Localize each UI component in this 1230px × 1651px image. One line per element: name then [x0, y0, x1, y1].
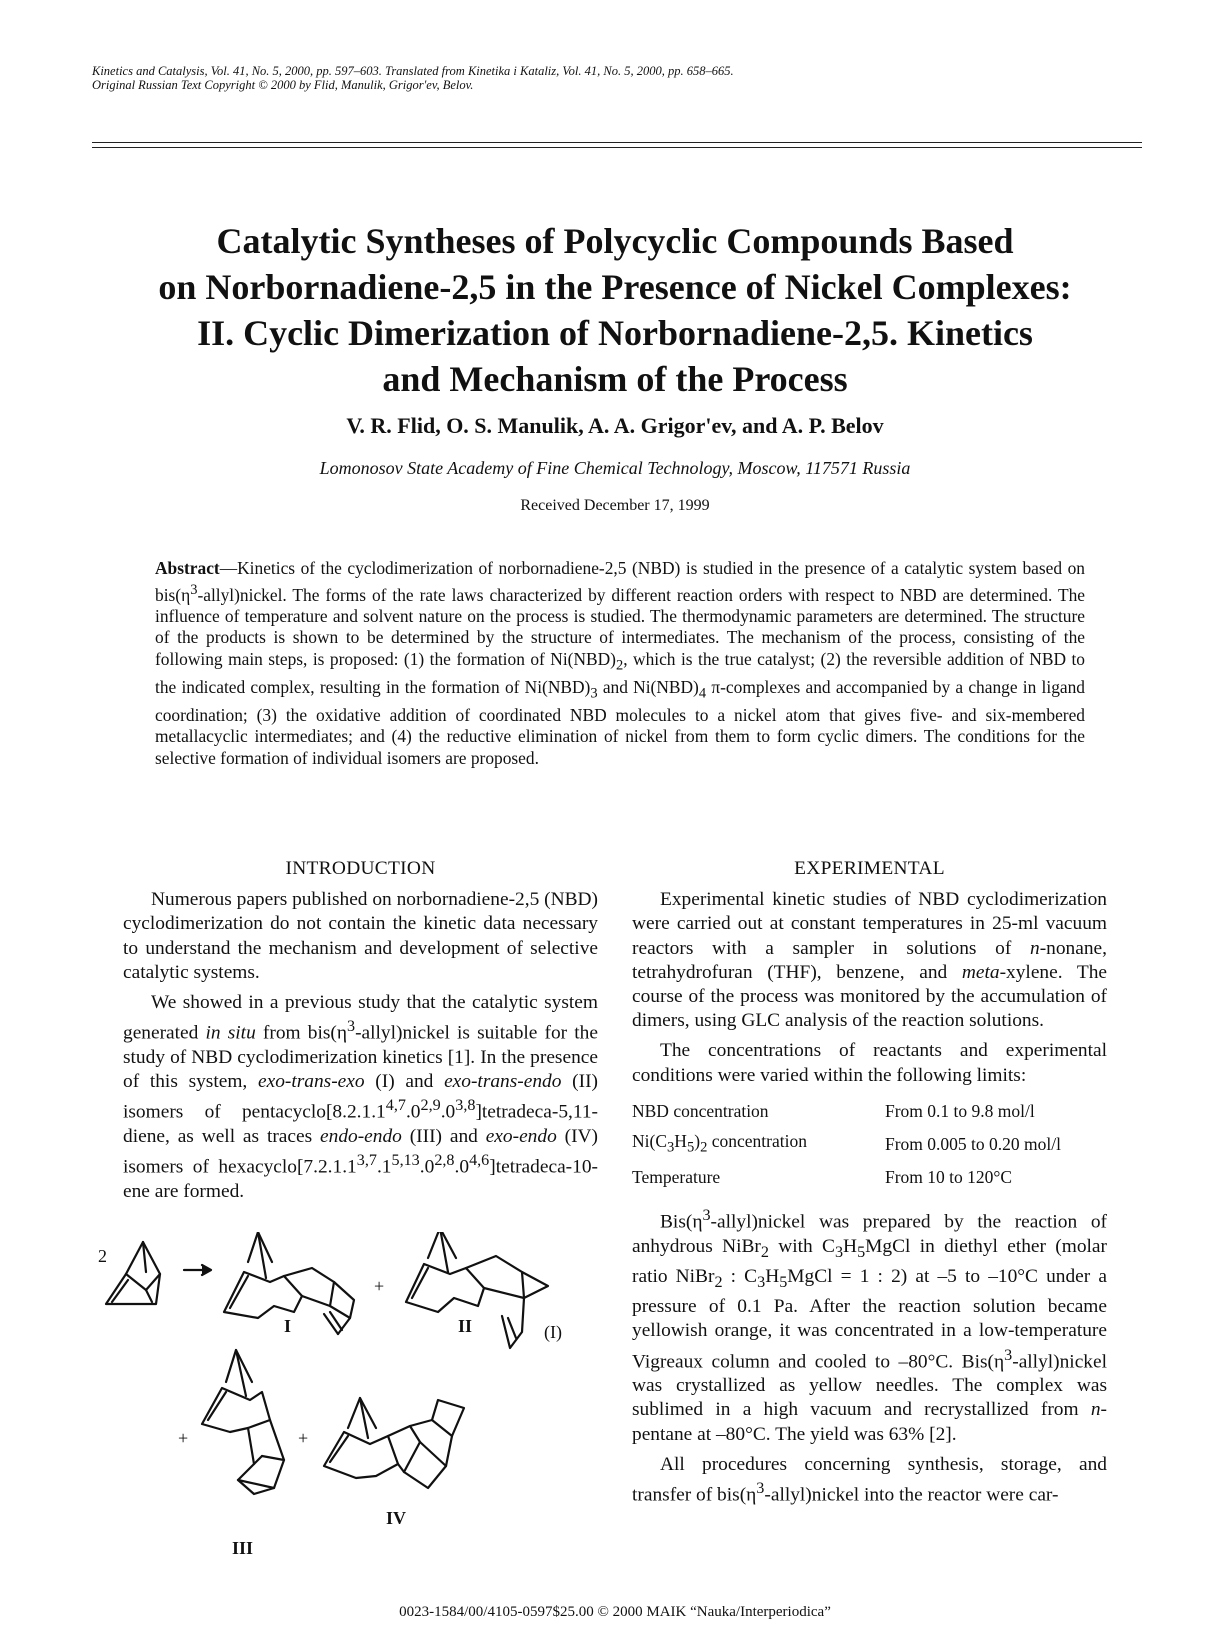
- table-row: [632, 1096, 1107, 1126]
- reaction-arrow: [184, 1265, 211, 1275]
- nbd-monomer-structure: [106, 1242, 160, 1304]
- page-footer: 0023-1584/00/4105-0597$25.00 © 2000 MAIK “Nauka/Interperiodica”: [399, 1604, 831, 1620]
- experimental-section: [632, 857, 1107, 1514]
- param-label: NBD concentration: [632, 1100, 769, 1121]
- author-list: V. R. Flid, O. S. Manulik, A. A. Grigor'ev, and A. P. Belov: [346, 413, 884, 438]
- citation-line: Kinetics and Catalysis, Vol. 41, No. 5, 2000, pp. 597–603. Translated from Kinetika i Kataliz, Vol. 41, No. 5, 2000, pp. 658–665.: [92, 64, 734, 78]
- scheme-drawing: [98, 1232, 603, 1562]
- plus-sign-3: +: [298, 1428, 309, 1448]
- header-rule-bottom: [92, 147, 1142, 148]
- param-value: From 10 to 120°C: [885, 1167, 1013, 1188]
- intro-paragraph-1: Numerous papers published on norbornadiene-2,5 (NBD) cyclodimerization do not contain the kinetic data necessary to understand the mechanism and development of selective catalytic systems.: [123, 889, 598, 983]
- journal-header: [92, 64, 1152, 92]
- experimental-paragraph-3: $Bis(\eta^3-allyl)nickel$ was prepared by the reaction of anhydrous NiBr$_2$ with $C_3H_5MgCl$ in diethyl ether (molar ratio NiBr$_2$ : $C_3H_5MgCl = 1$ : 2) at –5 to –10°C under a pressure of 0.1 Pa. After the reaction solution became yellowish orange, it was concentrated in a low-temperature Vigreaux column and cooled to –80°C. $Bis(\eta^3-allyl)nickel$ was crystallized as yellow needles. The complex was sublimed in a high vacuum and recrystallized from n-pentane at –80°C. The yield was 63% [2].: [632, 1207, 1107, 1445]
- product-IV-structure: [324, 1398, 464, 1488]
- received-date: Received December 17, 1999: [520, 497, 710, 514]
- experimental-paragraph-4: All procedures concerning synthesis, storage, and transfer of $bis(\eta^3-allyl)nickel$ into the reactor were car-: [632, 1453, 1107, 1506]
- copyright-line: Original Russian Text Copyright © 2000 by Flid, Manulik, Grigor'ev, Belov.: [92, 78, 474, 92]
- product-II-structure: [406, 1232, 548, 1348]
- label-II: II: [458, 1316, 473, 1336]
- experimental-paragraph-2: The concentrations of reactants and experimental conditions were varied within the following limits:: [632, 1040, 1107, 1086]
- abstract-label: Abstract: [155, 558, 220, 578]
- equation-number: (I): [544, 1322, 562, 1342]
- label-I: I: [284, 1316, 292, 1336]
- introduction-heading: INTRODUCTION: [285, 858, 436, 879]
- header-rule-top: [92, 142, 1142, 143]
- experimental-heading: EXPERIMENTAL: [794, 858, 945, 879]
- coefficient: 2: [98, 1246, 107, 1266]
- product-III-structure: [202, 1350, 284, 1494]
- affiliation: Lomonosov State Academy of Fine Chemical Technology, Moscow, 117571 Russia: [319, 458, 911, 478]
- label-III: III: [232, 1538, 254, 1558]
- conditions-table: [632, 1096, 1107, 1193]
- experimental-paragraph-1: Experimental kinetic studies of NBD cyclodimerization were carried out at constant temperatures in 25-ml vacuum reactors with a sampler in solutions of n-nonane, tetrahydrofuran (THF), benzene, and meta-xylene. The course of the process was monitored by the accumulation of dimers, using GLC analysis of the reaction solutions.: [632, 889, 1107, 1032]
- param-label: $Ni(C_3H_5)_2$ concentration: [632, 1130, 807, 1156]
- table-row: [632, 1126, 1107, 1163]
- param-label: Temperature: [632, 1167, 721, 1188]
- reaction-scheme: [98, 1232, 603, 1562]
- paper-title: Catalytic Syntheses of Polycyclic Compounds Based on Norbornadiene-2,5 in the Presence of Nickel Complexes: II. Cyclic Dimerization of Norbornadiene-2,5. Kinetics and Mechanism of the Process: [158, 221, 1072, 399]
- abstract: Abstract—Kinetics of the cyclodimerization of norbornadiene-2,5 (NBD) is studied in the presence of a catalytic system based on $bis(\eta^3-allyl)nickel$. The forms of the rate laws characterized by different reaction orders with respect to NBD are determined. The influence of temperature and solvent nature on the process is studied. The thermodynamic parameters are determined. The structure of the products is shown to be determined by the structure of intermediates. The mechanism of the process, consisting of the following main steps, is proposed: (1) the formation of $Ni(NBD)_2$, which is the true catalyst; (2) the reversible addition of NBD to the indicated complex, resulting in the formation of $Ni(NBD)_3$ and $Ni(NBD)_4$ π-complexes and accompanied by a change in ligand coordination; (3) the oxidative addition of coordinated NBD molecules to a nickel atom that gives five- and six-membered metallacyclic intermediates; and (4) the reductive elimination of nickel from them to form cyclic dimers. The conditions for the selective formation of individual isomers are proposed.: [155, 558, 1085, 768]
- param-value: From 0.005 to 0.20 mol/l: [885, 1134, 1061, 1155]
- table-row: [632, 1162, 1107, 1192]
- introduction-section: [123, 857, 598, 1210]
- plus-sign-1: +: [374, 1276, 385, 1296]
- label-IV: IV: [386, 1508, 407, 1528]
- param-value: From 0.1 to 9.8 mol/l: [885, 1100, 1035, 1121]
- intro-paragraph-2: We showed in a previous study that the catalytic system generated in situ from $bis(\eta^3-allyl)nickel$ is suitable for the study of NBD cyclodimerization kinetics [1]. In the presence of this system, exo-trans-exo (I) and exo-trans-endo (II) isomers of pentacyclo[8.2.1.1$^{4,7}$.0$^{2,9}$.0$^{3,8}$]tetradeca-5,11-diene, as well as traces endo-endo (III) and exo-endo (IV) isomers of hexacyclo[7.2.1.1$^{3,7}$.1$^{5,13}$.0$^{2,8}$.0$^{4,6}$]tetradeca-10-ene are formed.: [123, 992, 598, 1202]
- plus-sign-2: +: [178, 1428, 189, 1448]
